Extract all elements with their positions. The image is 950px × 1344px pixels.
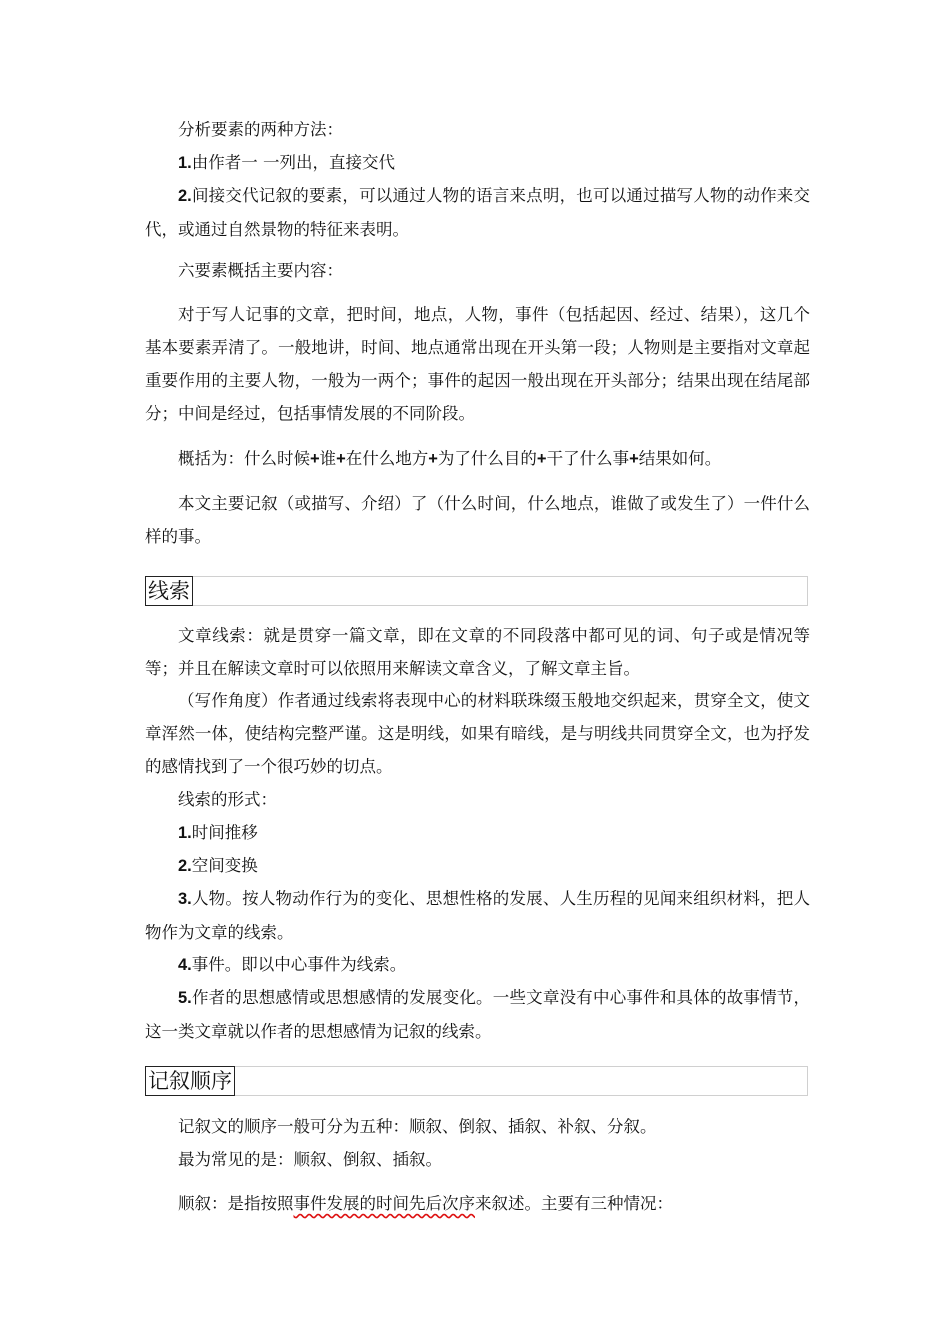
- section-heading-clue: [145, 576, 808, 606]
- six-elements-paragraph: 对于写人记事的文章，把时间，地点，人物，事件（包括起因、经过、结果），这几个基本要素弄清了。一般地讲，时间、地点通常出现在开头第一段；人物则是主要指对文章起重要作用的主要人物，一般为一两个；事件的起因一般出现在开头部分；结果出现在结尾部分；中间是经过，包括事情发展的不同阶段。: [145, 305, 810, 423]
- methods-title: 分析要素的两种方法：: [178, 120, 343, 139]
- summary-formula: 概括为：什么时候+谁+在什么地方+为了什么目的+干了什么事+结果如何。: [178, 449, 722, 468]
- heading-label: 记叙顺序: [145, 1066, 235, 1096]
- heading-label: 线索: [145, 576, 193, 606]
- main-content-template: 本文主要记叙（或描写、介绍）了（什么时间，什么地点，谁做了或发生了）一件什么样的事。: [145, 494, 810, 546]
- method-1: 1.由作者一 一列出，直接交代: [178, 153, 396, 172]
- clue-form-1: 1.时间推移: [178, 823, 258, 842]
- underlined-phrase: 事件发展的时间先后次序: [293, 1194, 475, 1213]
- order-common: 最为常见的是：顺叙、倒叙、插叙。: [178, 1150, 442, 1169]
- method-2: 2.间接交代记叙的要素，可以通过人物的语言来点明，也可以通过描写人物的动作来交代，或通过自然景物的特征来表明。: [145, 186, 810, 239]
- section-heading-order: [145, 1066, 808, 1096]
- order-sequential: 顺叙：是指按照事件发展的时间先后次序来叙述。主要有三种情况：: [178, 1194, 673, 1213]
- clue-form-5: 5.作者的思想感情或思想感情的发展变化。一些文章没有中心事件和具体的故事情节，这一类文章就以作者的思想感情为记叙的线索。: [145, 988, 810, 1041]
- clue-form-2: 2.空间变换: [178, 856, 258, 875]
- order-types: 记叙文的顺序一般可分为五种：顺叙、倒叙、插叙、补叙、分叙。: [178, 1117, 657, 1136]
- clue-form-3: 3.人物。按人物动作行为的变化、思想性格的发展、人生历程的见闻来组织材料，把人物作为文章的线索。: [145, 889, 810, 942]
- clue-forms-title: 线索的形式：: [178, 790, 277, 809]
- six-elements-title: 六要素概括主要内容：: [178, 261, 343, 280]
- clue-writing-angle: （写作角度）作者通过线索将表现中心的材料联珠缀玉般地交织起来，贯穿全文，使文章浑然一体，使结构完整严谨。这是明线，如果有暗线，是与明线共同贯穿全文，也为抒发的感情找到了一个很巧妙的切点。: [145, 691, 810, 776]
- clue-definition: 文章线索：就是贯穿一篇文章，即在文章的不同段落中都可见的词、句子或是情况等等；并且在解读文章时可以依照用来解读文章含义，了解文章主旨。: [145, 626, 810, 678]
- clue-form-4: 4.事件。即以中心事件为线索。: [178, 955, 407, 974]
